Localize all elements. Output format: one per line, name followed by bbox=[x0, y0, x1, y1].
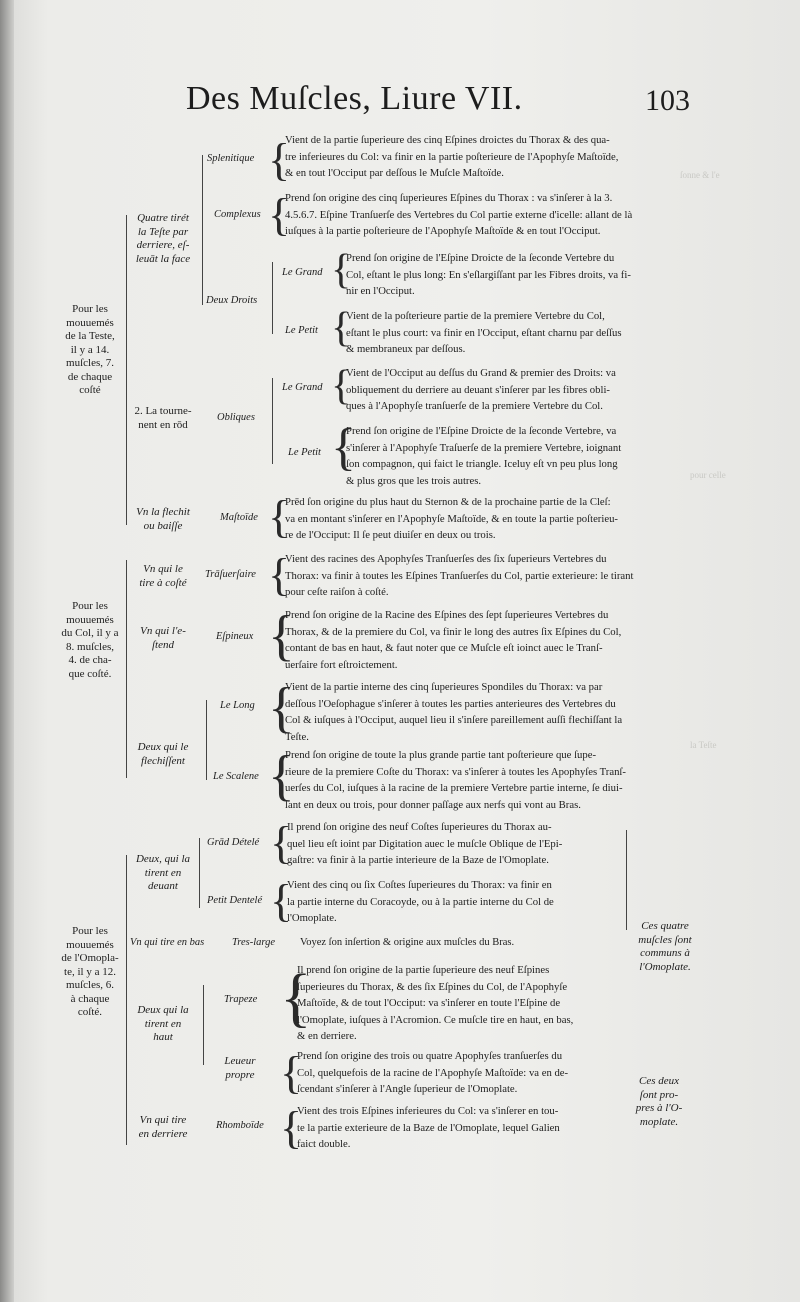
muscle-name-tres-large: Tres-large bbox=[232, 937, 275, 948]
brace-splenitique: { bbox=[268, 134, 291, 185]
muscle-name-grand-dentele: Grād Dételé bbox=[207, 837, 260, 848]
desc-oblique-grand: Vient de l'Occiput au deſſus du Grand & premier des Droits: va obliquement du derriere au deuant s'inſerer par les fibres obli- ques à l'Apophyſe tranſuerſe de la premiere Vertebre du Col. bbox=[346, 367, 616, 412]
muscle-name-rhomboide: Rhomboïde bbox=[216, 1120, 264, 1131]
muscle-name-scalene: Le Scalene bbox=[213, 771, 259, 782]
muscle-name-long: Le Long bbox=[220, 700, 255, 711]
teste-main-brace bbox=[126, 215, 127, 525]
desc-petit-dentele: Vient des cinq ou ſix Coſtes ſuperieures du Thorax: va finir en la partie interne du Coracoyde, ou à la partie interne du Col de l'Omoplate. bbox=[287, 879, 554, 924]
desc-rhomboide: Vient des trois Eſpines inferieures du Col: va s'inſerer en tou- te la partie exterieure de la Baze de l'Omoplate, lequel Galien faict double. bbox=[297, 1105, 560, 1150]
teste-sub-label-quatre: Quatre tirét la Teſte par derriere, eſ- leuāt la face bbox=[135, 212, 191, 265]
desc-long: Vient de la partie interne des cinq ſuperieures Spondiles du Thorax: va par deſſous l'Oeſophague s'inſerer à toutes les parties anterieures des Vertebres du Col & iuſques à l'Occiput, auquel lieu il s'inſere pareillement auſſi flechiſſant la Teſte. bbox=[285, 681, 623, 743]
omoplate-sub-label-deuant: Deux, qui la tirent en deuant bbox=[135, 853, 191, 892]
brace-petit-dentele: { bbox=[270, 875, 293, 926]
brace-trapeze: { bbox=[280, 961, 312, 1034]
brace-scalene: { bbox=[268, 745, 295, 807]
col-sub-label-estend: Vn qui l'e- ſtend bbox=[140, 625, 186, 651]
muscle-name-droit-petit: Le Petit bbox=[285, 325, 318, 336]
desc-splenitique: Vient de la partie ſuperieure des cinq Eſpines droictes du Thorax & des qua- tre inferieures du Col: va finir en la partie poſterieure de l'Apophyſe Maſtoïde, & en tout l'Occiput par deſſous le Muſcle Maſtoïde. bbox=[285, 134, 619, 179]
show-through-text: ſonne & l'e bbox=[680, 170, 720, 180]
desc-trapeze: Il prend ſon origine de la partie ſuperieure des neuf Eſpines ſuperieures du Thorax, & des ſix Eſpines du Col, de l'Apophyſe Maſtoïde, & de tout l'Occiput: va s'inſerer en toute l'Eſpine de l'Omoplate, iuſques à l'Acromion. Ce muſcle tire en haut, en bas, & en derriere. bbox=[297, 964, 574, 1042]
muscle-name-oblique-grand: Le Grand bbox=[282, 382, 323, 393]
brace-droit-petit: { bbox=[331, 305, 352, 351]
brace-grand-dentele: { bbox=[270, 817, 293, 868]
col-sub-label-tire: Vn qui le tire à coſté bbox=[139, 563, 187, 589]
col-main-brace bbox=[126, 560, 127, 778]
desc-tres-large: Voyez ſon inſertion & origine aux muſcles du Bras. bbox=[300, 937, 515, 948]
brace-espineux: { bbox=[268, 605, 295, 667]
muscle-name-mastoide: Maſtoïde bbox=[220, 512, 258, 523]
note-communs: Ces quatre muſcles ſont communs à l'Omoplate. bbox=[638, 920, 692, 973]
col-group-label: Pour les mouuemés du Col, il y a 8. muſcles, 4. de cha- que coſté. bbox=[61, 600, 119, 680]
omoplate-group-label: Pour les mouuemés de l'Omopla- te, il y a 12. muſcles, 6. à chaque coſté. bbox=[61, 925, 119, 1018]
muscle-name-obliques: Obliques bbox=[217, 412, 255, 423]
brace-complexus: { bbox=[268, 189, 291, 240]
desc-grand-dentele: Il prend ſon origine des neuf Coſtes ſuperieures du Thorax au- quel lieu eſt ioint par Digitation auec le muſcle Oblique de l'Epi- gaſtre: va finir à la partie interieure de la Baze de l'Omoplate. bbox=[287, 821, 563, 866]
teste-group-label: Pour les mouuemés de la Teste, il y a 14. muſcles, 7. de chaque coſté bbox=[65, 303, 115, 396]
muscle-name-petit-dentele: Petit Dentelé bbox=[207, 895, 263, 906]
omoplate-label-tire-bas: Vn qui tire en bas bbox=[130, 937, 205, 948]
brace-mastoide: { bbox=[268, 491, 291, 542]
brace-deux-droits bbox=[272, 262, 273, 334]
desc-complexus: Prend ſon origine des cinq ſuperieures Eſpines du Thorax : va s'inſerer à la 3. 4.5.6.7. Eſpine Tranſuerſe des Vertebres du Col partie externe d'icelle: allant de là iuſques à la partie poſterieure de l'Apophyſe Maſtoïde & en tout l'Occiput. bbox=[285, 192, 633, 237]
brace-droit-grand: { bbox=[331, 247, 352, 293]
teste-sub-label-tournent: 2. La tourne- nent en rōd bbox=[134, 405, 192, 431]
muscle-name-leueur: Leueur propre bbox=[224, 1055, 256, 1081]
brace-oblique-petit: { bbox=[331, 419, 356, 476]
muscle-name-complexus: Complexus bbox=[214, 209, 261, 220]
omoplate-sub-label-derriere: Vn qui tire en derriere bbox=[138, 1114, 188, 1140]
note-propres: Ces deux ſont pro- pres à l'O- moplate. bbox=[635, 1075, 683, 1128]
muscle-name-transuersaire: Trāſuerſaire bbox=[205, 569, 256, 580]
muscle-name-droit-grand: Le Grand bbox=[282, 267, 323, 278]
teste-sub-brace-quatre bbox=[202, 155, 203, 305]
col-sub-label-flechissent: Deux qui le flechiſſent bbox=[137, 741, 189, 767]
muscle-name-espineux: Eſpineux bbox=[216, 631, 254, 642]
show-through-text: pour celle bbox=[690, 470, 726, 480]
muscle-name-splenitique: Splenitique bbox=[207, 153, 255, 164]
desc-droit-petit: Vient de la poſterieure partie de la premiere Vertebre du Col, eſtant le plus court: va finir en l'Occiput, eſtant charnu par deſſus & membraneux par deſſous. bbox=[346, 310, 622, 355]
muscle-name-deux-droits: Deux Droits bbox=[206, 295, 258, 306]
brace-oblique-grand: { bbox=[331, 363, 352, 409]
brace-obliques bbox=[272, 378, 273, 464]
brace-deux-deuant bbox=[199, 838, 200, 908]
brace-rhomboide: { bbox=[280, 1102, 303, 1153]
brace-transuersaire: { bbox=[268, 549, 291, 600]
desc-leueur: Prend ſon origine des trois ou quatre Apophyſes tranſuerſes du Col, quelquefois de la racine de l'Apophyſe Maſtoïde: va en de- ſcendant s'inſerer à l'Angle ſuperieur de l'Omoplate. bbox=[297, 1050, 569, 1095]
desc-oblique-petit: Prend ſon origine de l'Eſpine Droicte de la ſeconde Vertebre, va s'inſerer à l'Apophyſe Traſuerſe de la premiere Vertebre, ioignant ſon compagnon, qui faict le triangle. Iceluy eſt vn peu plus long & plus gros que les trois autres. bbox=[346, 425, 622, 487]
book-spine-shadow bbox=[0, 0, 14, 1302]
desc-espineux: Prend ſon origine de la Racine des Eſpines des ſept ſuperieures Vertebres du Thorax, & de la premiere du Col, va finir le long des autres ſix Eſpines du Col, contant de bas en haut, & faut noter que ce Muſcle eſt ioinct auec le Tranſ- uerſaire fort eſtroictement. bbox=[285, 609, 622, 671]
show-through-text: la Teſte bbox=[690, 740, 717, 750]
page-title: Des Muſcles, Liure VII. bbox=[186, 80, 523, 117]
brace-long: { bbox=[268, 677, 295, 739]
omoplate-sub-label-haut: Deux qui la tirent en haut bbox=[137, 1004, 189, 1043]
page-number: 103 bbox=[645, 84, 690, 117]
desc-transuersaire: Vient des racines des Apophyſes Tranſuerſes des ſix ſuperieurs Vertebres du Thorax: va finir à toutes les Eſpines Tranſuerſes du Col, partie exterieure: le tirant pour ceſte raiſon à coſté. bbox=[285, 553, 634, 598]
desc-droit-grand: Prend ſon origine de l'Eſpine Droicte de la ſeconde Vertebre du Col, eſtant le plus long: En s'eſlargiſſant par les Fibres droits, va fi- nir en l'Occiput. bbox=[346, 252, 631, 297]
teste-sub-label-flechit: Vn la flechit ou baiſſe bbox=[136, 506, 190, 532]
muscle-name-trapeze: Trapeze bbox=[224, 994, 258, 1005]
omoplate-main-brace bbox=[126, 855, 127, 1145]
muscle-name-oblique-petit: Le Petit bbox=[288, 447, 321, 458]
brace-leueur: { bbox=[280, 1047, 303, 1098]
desc-mastoide: Prēd ſon origine du plus haut du Sternon & de la prochaine partie de la Cleſ: va en montant s'inſerer en l'Apophyſe Maſtoïde, & en toute la partie poſterieu- re de l'Occiput: Il ſe peut diuiſer en deux ou trois. bbox=[285, 496, 618, 541]
brace-deux-haut bbox=[203, 985, 204, 1065]
brace-communs bbox=[626, 830, 627, 930]
brace-deux-flechissent bbox=[206, 700, 207, 780]
desc-scalene: Prend ſon origine de toute la plus grande partie tant poſterieure que ſupe- rieure de la premiere Coſte du Thorax: va s'inſerer à toutes les Apophyſes Tranſ- uerſes du Col, iuſques à la racine de la premiere Vertebre partie interne, ſe diui- ſant en deux ou trois, pour donner paſſage aux nerfs qui vont au Bras. bbox=[285, 749, 626, 811]
